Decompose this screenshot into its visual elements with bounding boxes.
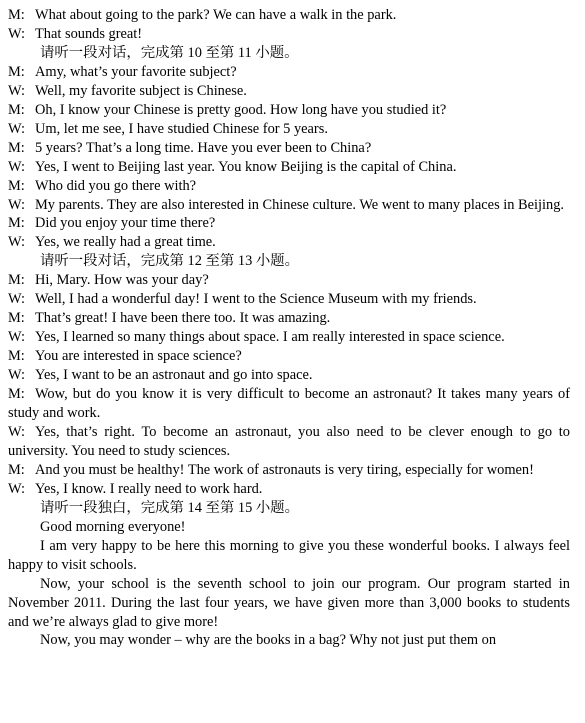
- monologue-paragraph: Now, you may wonder – why are the books in a bag? Why not just put them on: [40, 632, 497, 649]
- dialogue-text: Amy, what’s your favorite subject?: [35, 63, 237, 80]
- dialogue-turn: [8, 347, 570, 366]
- speaker-label: M:: [8, 386, 25, 403]
- dialogue-text: My parents. They are also interested in Chinese culture. We went to many places in Beijing.: [35, 196, 565, 213]
- speaker-label: W:: [8, 367, 26, 384]
- dialogue-turn: [8, 177, 570, 196]
- speaker-label: W:: [8, 82, 26, 99]
- speaker-label: W:: [8, 234, 26, 251]
- dialogue-text: That’s great! I have been there too. It was amazing.: [35, 310, 331, 327]
- dialogue-text: 5 years? That’s a long time. Have you ever been to China?: [35, 139, 372, 156]
- dialogue-turn: [8, 328, 570, 347]
- dialogue-text: Well, I had a wonderful day! I went to the Science Museum with my friends.: [35, 291, 477, 308]
- section-instruction: 请听一段对话，完成第 10 至第 11 小题。: [40, 44, 299, 61]
- dialogue-turn: [8, 423, 570, 461]
- speaker-label: M:: [8, 215, 25, 232]
- dialogue-turn: [8, 158, 570, 177]
- speaker-label: M:: [8, 63, 25, 80]
- dialogue-text: Yes, that’s right. To become an astronaut, you also need to be clever enough to go to university. You need to study sciences.: [8, 423, 570, 459]
- dialogue-text: Oh, I know your Chinese is pretty good. How long have you studied it?: [35, 101, 447, 118]
- dialogue-text: Yes, I went to Beijing last year. You know Beijing is the capital of China.: [35, 158, 457, 175]
- speaker-label: W:: [8, 291, 26, 308]
- dialogue-turn: [8, 6, 570, 25]
- dialogue-turn: [8, 120, 570, 139]
- speaker-label: W:: [8, 480, 26, 497]
- dialogue-turn: [8, 139, 570, 158]
- dialogue-turn: [8, 309, 570, 328]
- speaker-label: M:: [8, 348, 25, 365]
- dialogue-text: Yes, I learned so many things about space. I am really interested in space science.: [35, 329, 505, 346]
- speaker-label: M:: [8, 7, 25, 23]
- speaker-label: M:: [8, 310, 25, 327]
- dialogue-text: Hi, Mary. How was your day?: [35, 272, 209, 289]
- speaker-label: W:: [8, 120, 26, 137]
- section-instruction: 请听一段独白，完成第 14 至第 15 小题。: [40, 499, 300, 516]
- dialogue-turn: [8, 214, 570, 233]
- dialogue-text: That sounds great!: [35, 25, 143, 42]
- dialogue-turn: [8, 385, 570, 423]
- dialogue-turn: [8, 271, 570, 290]
- dialogue-turn: [8, 196, 570, 215]
- dialogue-text: Yes, I want to be an astronaut and go into space.: [35, 367, 313, 384]
- speaker-label: M:: [8, 101, 25, 118]
- dialogue-turn: [8, 461, 570, 480]
- section-instruction: 请听一段对话，完成第 12 至第 13 小题。: [40, 253, 300, 270]
- speaker-label: W:: [8, 329, 26, 346]
- dialogue-text: And you must be healthy! The work of astronauts is very tiring, especially for women!: [35, 461, 534, 478]
- dialogue-text: Well, my favorite subject is Chinese.: [35, 82, 247, 99]
- dialogue-text: What about going to the park? We can have a walk in the park.: [35, 7, 397, 23]
- speaker-label: M:: [8, 461, 25, 478]
- speaker-label: M:: [8, 177, 25, 194]
- speaker-label: W:: [8, 423, 26, 440]
- dialogue-text: Um, let me see, I have studied Chinese for 5 years.: [35, 120, 328, 137]
- monologue-paragraph: Good morning everyone!: [40, 518, 186, 535]
- dialogue-turn: [8, 366, 570, 385]
- dialogue-text: Who did you go there with?: [35, 177, 197, 194]
- speaker-label: M:: [8, 139, 25, 156]
- dialogue-turn: [8, 63, 570, 82]
- monologue-paragraph: Now, your school is the seventh school to join our program. Our program started in November 2011. During the last four years, we have given more than 3,000 books to students and we’re always glad to give more!: [8, 575, 570, 630]
- speaker-label: M:: [8, 272, 25, 289]
- dialogue-text: You are interested in space science?: [35, 348, 242, 365]
- dialogue-turn: [8, 480, 570, 499]
- dialogue-turn: [8, 233, 570, 252]
- dialogue-text: Wow, but do you know it is very difficult to become an astronaut? It takes many years of study and work.: [8, 386, 570, 422]
- dialogue-turn: [8, 290, 570, 309]
- monologue-paragraph: I am very happy to be here this morning to give you these wonderful books. I always feel happy to visit schools.: [8, 537, 570, 573]
- dialogue-turn: [8, 25, 570, 44]
- dialogue-turn: [8, 82, 570, 101]
- speaker-label: W:: [8, 196, 26, 213]
- dialogue-text: Did you enjoy your time there?: [35, 215, 216, 232]
- dialogue-turn: [8, 101, 570, 120]
- document-page: [8, 6, 570, 650]
- speaker-label: W:: [8, 158, 26, 175]
- dialogue-text: Yes, we really had a great time.: [35, 234, 216, 251]
- speaker-label: W:: [8, 25, 26, 42]
- dialogue-text: Yes, I know. I really need to work hard.: [35, 480, 263, 497]
